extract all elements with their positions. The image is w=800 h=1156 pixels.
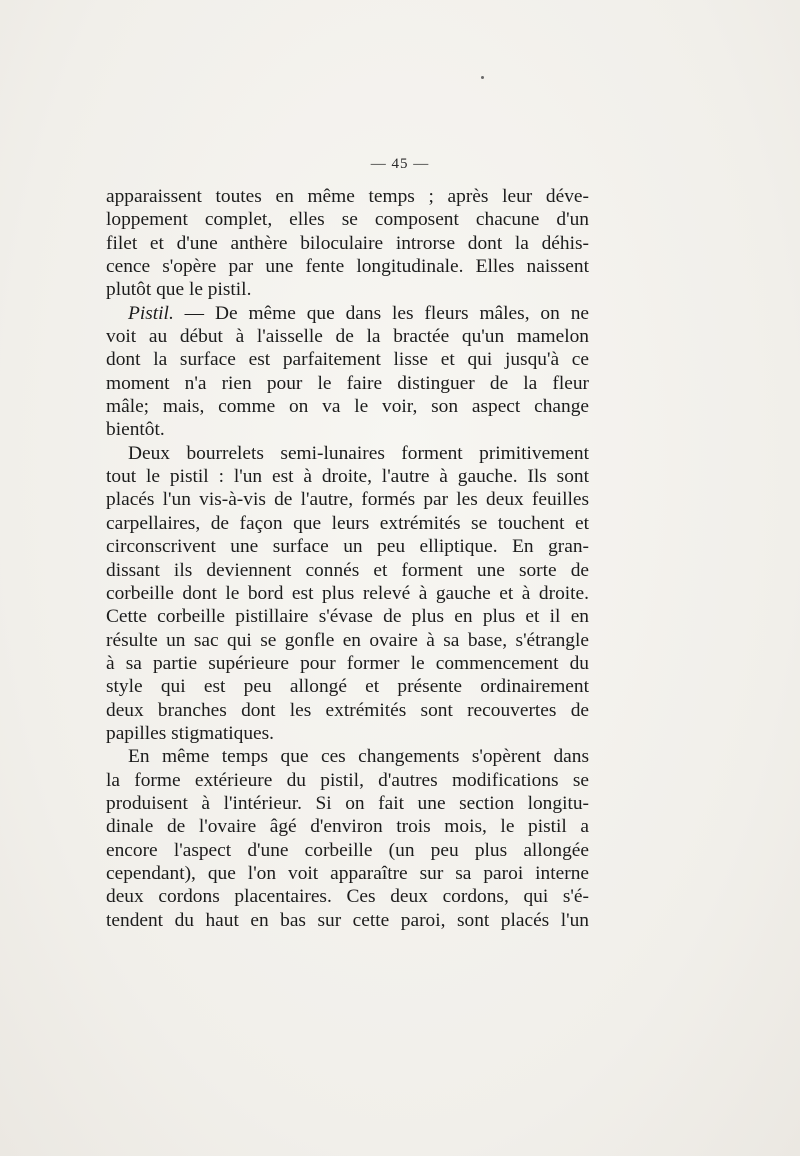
text-line [106,302,589,325]
text-line: carpellaires, de façon que leurs extrémités se touchent et [106,512,589,534]
section-heading-pistil: Pistil. [128,302,174,324]
text-line: filet et d'une anthère biloculaire introrse dont la déhis- [106,232,589,254]
text-line: la forme extérieure du pistil, d'autres modifications se [106,769,589,791]
text-line: mâle; mais, comme on va le voir, son aspect change [106,396,589,418]
text-line: bientôt. [106,419,165,441]
ink-speck [481,76,484,79]
text-line: style qui est peu allongé et présente ordinairement [106,676,589,698]
text-line: Cette corbeille pistillaire s'évase de plus en plus et il en [106,606,589,628]
text-line: tendent du haut en bas sur cette paroi, sont placés l'un [106,909,589,931]
text-line: dissant ils deviennent connés et forment une sorte de [106,559,589,581]
text-line: dont la surface est parfaitement lisse et qui jusqu'à ce [106,349,589,371]
text-line: circonscrivent une surface un peu elliptique. En gran- [106,536,589,558]
text-line: plutôt que le pistil. [106,279,252,301]
text-line: encore l'aspect d'une corbeille (un peu plus allongée [106,839,589,861]
text-line: cence s'opère par une fente longitudinale. Elles naissent [106,256,589,278]
text-line: En même temps que ces changements s'opèrent dans [128,746,589,768]
text-line: résulte un sac qui se gonfle en ovaire à sa base, s'étrangle [106,629,589,651]
text-line: cependant), que l'on voit apparaître sur sa paroi interne [106,862,589,884]
text-line: deux branches dont les extrémités sont recouvertes de [106,699,589,721]
text-line: Deux bourrelets semi-lunaires forment primitivement [128,442,589,464]
text-line: loppement complet, elles se composent chacune d'un [106,209,589,231]
text-line: voit au début à l'aisselle de la bractée qu'un mamelon [106,326,589,348]
text-line: apparaissent toutes en même temps ; après leur déve- [106,186,589,207]
text-line: deux cordons placentaires. Ces deux cordons, qui s'é- [106,886,589,908]
page-number: — 45 — [370,156,430,172]
text-line: moment n'a rien pour le faire distinguer de la fleur [106,372,589,394]
text-line-rest: — De même que dans les fleurs mâles, on ne [173,302,589,324]
text-line: tout le pistil : l'un est à droite, l'autre à gauche. Ils sont [106,466,589,488]
text-line: produisent à l'intérieur. Si on fait une section longitu- [106,792,589,814]
text-line: à sa partie supérieure pour former le commencement du [106,652,589,674]
text-line: papilles stigmatiques. [106,722,275,744]
text-line: dinale de l'ovaire âgé d'environ trois mois, le pistil a [106,816,589,838]
body-text [106,185,589,932]
text-line: corbeille dont le bord est plus relevé à gauche et à droite. [106,582,589,604]
text-line: placés l'un vis-à-vis de l'autre, formés par les deux feuilles [106,489,589,511]
